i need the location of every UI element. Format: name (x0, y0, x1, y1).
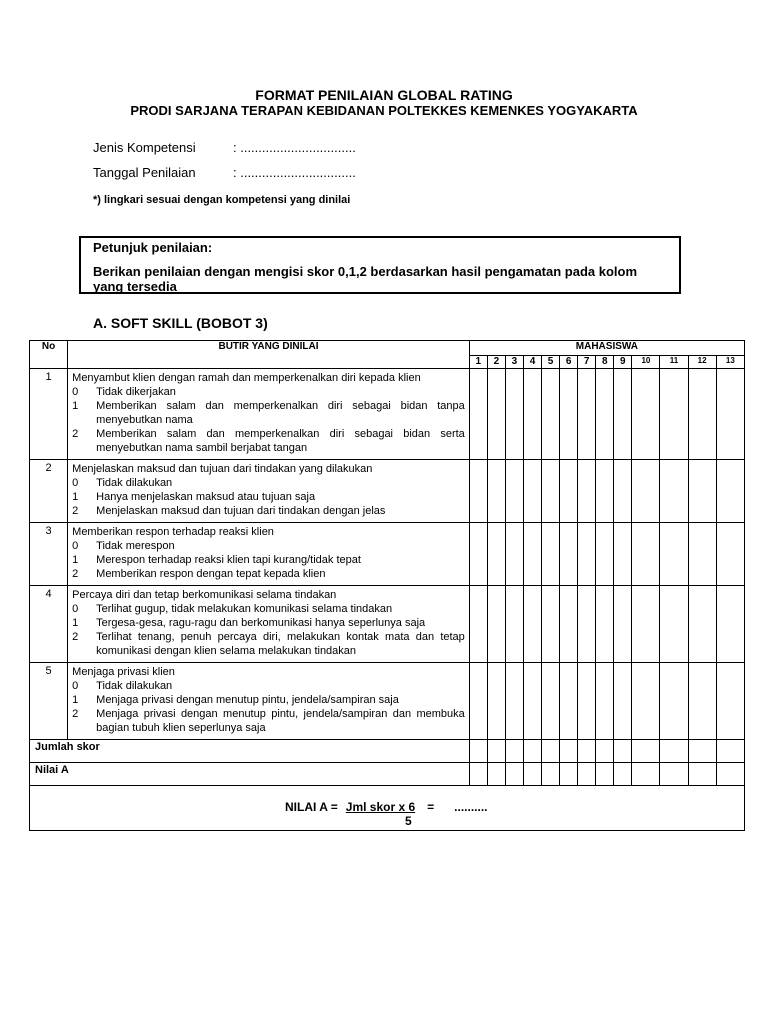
formula-row (30, 786, 745, 831)
item-5-score-cell-12[interactable] (688, 663, 716, 740)
score-option (72, 616, 465, 630)
item-3-score-cell-12[interactable] (688, 523, 716, 586)
nilai-a-formula (285, 800, 488, 828)
score-option (72, 476, 465, 490)
nilai-a-score-cell-1[interactable] (469, 763, 487, 786)
item-5-score-cell-2[interactable] (487, 663, 505, 740)
table-row (30, 523, 745, 586)
jumlah-skor-label: Jumlah skor (30, 740, 470, 763)
student-number-5: 5 (542, 356, 560, 369)
item-5-score-cell-13[interactable] (716, 663, 744, 740)
item-4-score-cell-7[interactable] (578, 586, 596, 663)
score-option-key: 2 (72, 505, 79, 517)
student-number-10: 10 (632, 356, 660, 369)
score-option-text: Terlihat tenang, penuh percaya diri, melakukan kontak mata dan tetap komunikasi dengan klien selama melakukan tindakan (96, 631, 465, 657)
item-3-score-cell-10[interactable] (632, 523, 660, 586)
score-option-key: 1 (72, 617, 79, 629)
item-3-score-cell-4[interactable] (523, 523, 541, 586)
item-1-score-cell-5[interactable] (542, 369, 560, 460)
item-3-score-cell-2[interactable] (487, 523, 505, 586)
header-item: BUTIR YANG DINILAI (68, 341, 470, 369)
score-option-key: 1 (72, 400, 79, 412)
item-title: Menjelaskan maksud dan tujuan dari tindakan yang dilakukan (72, 463, 373, 475)
item-1-score-cell-4[interactable] (523, 369, 541, 460)
jumlah-skor-score-cell-7[interactable] (578, 740, 596, 763)
instructions-box (79, 236, 681, 294)
item-4-score-cell-8[interactable] (596, 586, 614, 663)
formula-cell (30, 786, 745, 831)
item-title: Menjaga privasi klien (72, 666, 175, 678)
nilai-a-score-cell-7[interactable] (578, 763, 596, 786)
tanggal-penilaian-field (93, 165, 356, 180)
item-2-score-cell-1[interactable] (469, 460, 487, 523)
item-1-score-cell-3[interactable] (505, 369, 523, 460)
score-option-text: Tidak dikerjakan (96, 386, 176, 398)
score-option-key: 1 (72, 694, 79, 706)
row-number: 1 (30, 369, 68, 460)
item-title: Memberikan respon terhadap reaksi klien (72, 526, 274, 538)
score-option-text: Memberikan salam dan memperkenalkan diri sebagai bidan serta menyebutkan nama sambil berjabat tangan (96, 428, 465, 454)
item-1-score-cell-1[interactable] (469, 369, 487, 460)
item-title: Menyambut klien dengan ramah dan memperkenalkan diri kepada klien (72, 372, 421, 384)
score-option-text: Menjaga privasi dengan menutup pintu, jendela/sampiran saja (96, 694, 399, 706)
row-number: 4 (30, 586, 68, 663)
instructions-heading: Petunjuk penilaian: (93, 240, 213, 255)
jumlah-skor-score-cell-1[interactable] (469, 740, 487, 763)
jenis-kompetensi-value: : ................................ (233, 140, 356, 155)
nilai-a-score-cell-3[interactable] (505, 763, 523, 786)
formula-equals: = (427, 800, 435, 814)
score-option (72, 693, 465, 707)
nilai-a-score-cell-4[interactable] (523, 763, 541, 786)
section-title: A. SOFT SKILL (BOBOT 3) (93, 315, 268, 331)
form-title: FORMAT PENILAIAN GLOBAL RATING (255, 87, 513, 103)
formula-result: .......... (454, 800, 488, 814)
formula-numerator: Jml skor x 6 (345, 800, 416, 814)
score-option (72, 602, 465, 616)
item-3-score-cell-9[interactable] (614, 523, 632, 586)
table-row (30, 369, 745, 460)
jumlah-skor-score-cell-12[interactable] (688, 740, 716, 763)
nilai-a-label: Nilai A (30, 763, 470, 786)
student-number-13: 13 (716, 356, 744, 369)
table-row (30, 460, 745, 523)
nilai-a-score-cell-13[interactable] (716, 763, 744, 786)
instructions-body: Berikan penilaian dengan mengisi skor 0,1,2 berdasarkan hasil pengamatan pada kolom yang tersedia (93, 264, 638, 294)
table-row (30, 586, 745, 663)
item-4-score-cell-3[interactable] (505, 586, 523, 663)
score-option-text: Memberikan respon dengan tepat kepada klien (96, 568, 326, 580)
item-5-score-cell-11[interactable] (660, 663, 688, 740)
student-number-2: 2 (487, 356, 505, 369)
item-5-score-cell-3[interactable] (505, 663, 523, 740)
score-option-key: 2 (72, 428, 79, 440)
jumlah-skor-score-cell-6[interactable] (560, 740, 578, 763)
score-option-text: Menjelaskan maksud dan tujuan dari tindakan dengan jelas (96, 505, 386, 517)
nilai-a-score-cell-10[interactable] (632, 763, 660, 786)
jenis-kompetensi-field (93, 140, 356, 155)
jumlah-skor-score-cell-2[interactable] (487, 740, 505, 763)
nilai-a-score-cell-8[interactable] (596, 763, 614, 786)
table-row (30, 663, 745, 740)
assessment-item (68, 460, 470, 523)
score-option (72, 630, 465, 658)
student-number-1: 1 (469, 356, 487, 369)
score-option-key: 0 (72, 540, 79, 552)
jumlah-skor-score-cell-5[interactable] (542, 740, 560, 763)
nilai-a-score-cell-12[interactable] (688, 763, 716, 786)
score-option-text: Hanya menjelaskan maksud atau tujuan saja (96, 491, 316, 503)
item-3-score-cell-7[interactable] (578, 523, 596, 586)
score-option-key: 2 (72, 568, 79, 580)
item-1-score-cell-10[interactable] (632, 369, 660, 460)
score-option (72, 553, 465, 567)
item-5-score-cell-7[interactable] (578, 663, 596, 740)
score-option-text: Tergesa-gesa, ragu-ragu dan berkomunikasi hanya seperlunya saja (96, 617, 426, 629)
jumlah-skor-score-cell-3[interactable] (505, 740, 523, 763)
student-number-8: 8 (596, 356, 614, 369)
nilai-a-score-cell-2[interactable] (487, 763, 505, 786)
row-number: 2 (30, 460, 68, 523)
item-1-score-cell-11[interactable] (660, 369, 688, 460)
item-4-score-cell-11[interactable] (660, 586, 688, 663)
item-5-score-cell-4[interactable] (523, 663, 541, 740)
item-4-score-cell-4[interactable] (523, 586, 541, 663)
item-2-score-cell-13[interactable] (716, 460, 744, 523)
assessment-item (68, 369, 470, 460)
jumlah-skor-score-cell-9[interactable] (614, 740, 632, 763)
item-2-score-cell-3[interactable] (505, 460, 523, 523)
competency-note: *) lingkari sesuai dengan kompetensi yang dinilai (93, 194, 351, 206)
nilai-a-score-cell-5[interactable] (542, 763, 560, 786)
nilai-a-score-cell-6[interactable] (560, 763, 578, 786)
tanggal-penilaian-label: Tanggal Penilaian (93, 165, 196, 180)
student-number-11: 11 (660, 356, 688, 369)
item-title: Percaya diri dan tetap berkomunikasi selama tindakan (72, 589, 337, 601)
score-option-text: Tidak merespon (96, 540, 175, 552)
item-1-score-cell-12[interactable] (688, 369, 716, 460)
score-option (72, 385, 465, 399)
item-3-score-cell-1[interactable] (469, 523, 487, 586)
item-4-score-cell-10[interactable] (632, 586, 660, 663)
assessment-item (68, 523, 470, 586)
table-header-row (30, 341, 745, 356)
jumlah-skor-score-cell-11[interactable] (660, 740, 688, 763)
jenis-kompetensi-label: Jenis Kompetensi (93, 140, 196, 155)
score-option-key: 0 (72, 386, 79, 398)
item-2-score-cell-9[interactable] (614, 460, 632, 523)
score-option (72, 567, 465, 581)
score-option (72, 490, 465, 504)
item-3-score-cell-11[interactable] (660, 523, 688, 586)
tanggal-penilaian-value: : ................................ (233, 165, 356, 180)
score-option-text: Tidak dilakukan (96, 680, 173, 692)
item-1-score-cell-9[interactable] (614, 369, 632, 460)
score-option-text: Tidak dilakukan (96, 477, 173, 489)
student-number-3: 3 (505, 356, 523, 369)
row-number: 5 (30, 663, 68, 740)
item-4-score-cell-9[interactable] (614, 586, 632, 663)
nilai-a-score-cell-9[interactable] (614, 763, 632, 786)
score-option (72, 539, 465, 553)
item-3-score-cell-5[interactable] (542, 523, 560, 586)
item-4-score-cell-2[interactable] (487, 586, 505, 663)
item-4-score-cell-13[interactable] (716, 586, 744, 663)
score-option-text: Menjaga privasi dengan menutup pintu, jendela/sampiran dan membuka bagian tubuh klien seperlunya saja (96, 708, 465, 734)
item-1-score-cell-13[interactable] (716, 369, 744, 460)
item-2-score-cell-8[interactable] (596, 460, 614, 523)
item-5-score-cell-5[interactable] (542, 663, 560, 740)
item-3-score-cell-3[interactable] (505, 523, 523, 586)
score-option-key: 2 (72, 708, 79, 720)
score-option (72, 399, 465, 427)
score-option-text: Memberikan salam dan memperkenalkan diri sebagai bidan tanpa menyebutkan nama (96, 400, 465, 426)
student-number-4: 4 (523, 356, 541, 369)
score-option (72, 707, 465, 735)
item-2-score-cell-5[interactable] (542, 460, 560, 523)
score-option-text: Terlihat gugup, tidak melakukan komunikasi selama tindakan (96, 603, 393, 615)
item-4-score-cell-1[interactable] (469, 586, 487, 663)
score-option (72, 679, 465, 693)
item-3-score-cell-13[interactable] (716, 523, 744, 586)
jumlah-skor-score-cell-8[interactable] (596, 740, 614, 763)
item-5-score-cell-1[interactable] (469, 663, 487, 740)
student-number-9: 9 (614, 356, 632, 369)
formula-label: NILAI A = (285, 800, 338, 814)
formula-denominator: 5 (405, 814, 412, 828)
item-2-score-cell-10[interactable] (632, 460, 660, 523)
item-4-score-cell-5[interactable] (542, 586, 560, 663)
item-5-score-cell-8[interactable] (596, 663, 614, 740)
score-option-key: 1 (72, 554, 79, 566)
score-option-text: Merespon terhadap reaksi klien tapi kurang/tidak tepat (96, 554, 361, 566)
item-5-score-cell-10[interactable] (632, 663, 660, 740)
item-4-score-cell-6[interactable] (560, 586, 578, 663)
assessment-item (68, 586, 470, 663)
nilai-a-score-cell-11[interactable] (660, 763, 688, 786)
score-option (72, 427, 465, 455)
item-5-score-cell-9[interactable] (614, 663, 632, 740)
item-1-score-cell-8[interactable] (596, 369, 614, 460)
jumlah-skor-score-cell-10[interactable] (632, 740, 660, 763)
student-number-6: 6 (560, 356, 578, 369)
item-3-score-cell-6[interactable] (560, 523, 578, 586)
header-mahasiswa: MAHASISWA (469, 341, 744, 356)
rating-table (29, 340, 745, 831)
item-1-score-cell-2[interactable] (487, 369, 505, 460)
item-2-score-cell-4[interactable] (523, 460, 541, 523)
assessment-item (68, 663, 470, 740)
header-no: No (30, 341, 68, 369)
student-number-7: 7 (578, 356, 596, 369)
score-option-key: 1 (72, 491, 79, 503)
item-4-score-cell-12[interactable] (688, 586, 716, 663)
item-2-score-cell-11[interactable] (660, 460, 688, 523)
item-5-score-cell-6[interactable] (560, 663, 578, 740)
student-number-12: 12 (688, 356, 716, 369)
jumlah-skor-row (30, 740, 745, 763)
score-option-key: 2 (72, 631, 79, 643)
item-2-score-cell-2[interactable] (487, 460, 505, 523)
nilai-a-row (30, 763, 745, 786)
score-option (72, 504, 465, 518)
score-option-key: 0 (72, 603, 79, 615)
score-option-key: 0 (72, 477, 79, 489)
row-number: 3 (30, 523, 68, 586)
form-subtitle: PRODI SARJANA TERAPAN KEBIDANAN POLTEKKES KEMENKES YOGYAKARTA (130, 103, 638, 118)
item-2-score-cell-6[interactable] (560, 460, 578, 523)
item-1-score-cell-7[interactable] (578, 369, 596, 460)
item-2-score-cell-12[interactable] (688, 460, 716, 523)
item-2-score-cell-7[interactable] (578, 460, 596, 523)
item-1-score-cell-6[interactable] (560, 369, 578, 460)
jumlah-skor-score-cell-13[interactable] (716, 740, 744, 763)
score-option-key: 0 (72, 680, 79, 692)
item-3-score-cell-8[interactable] (596, 523, 614, 586)
jumlah-skor-score-cell-4[interactable] (523, 740, 541, 763)
